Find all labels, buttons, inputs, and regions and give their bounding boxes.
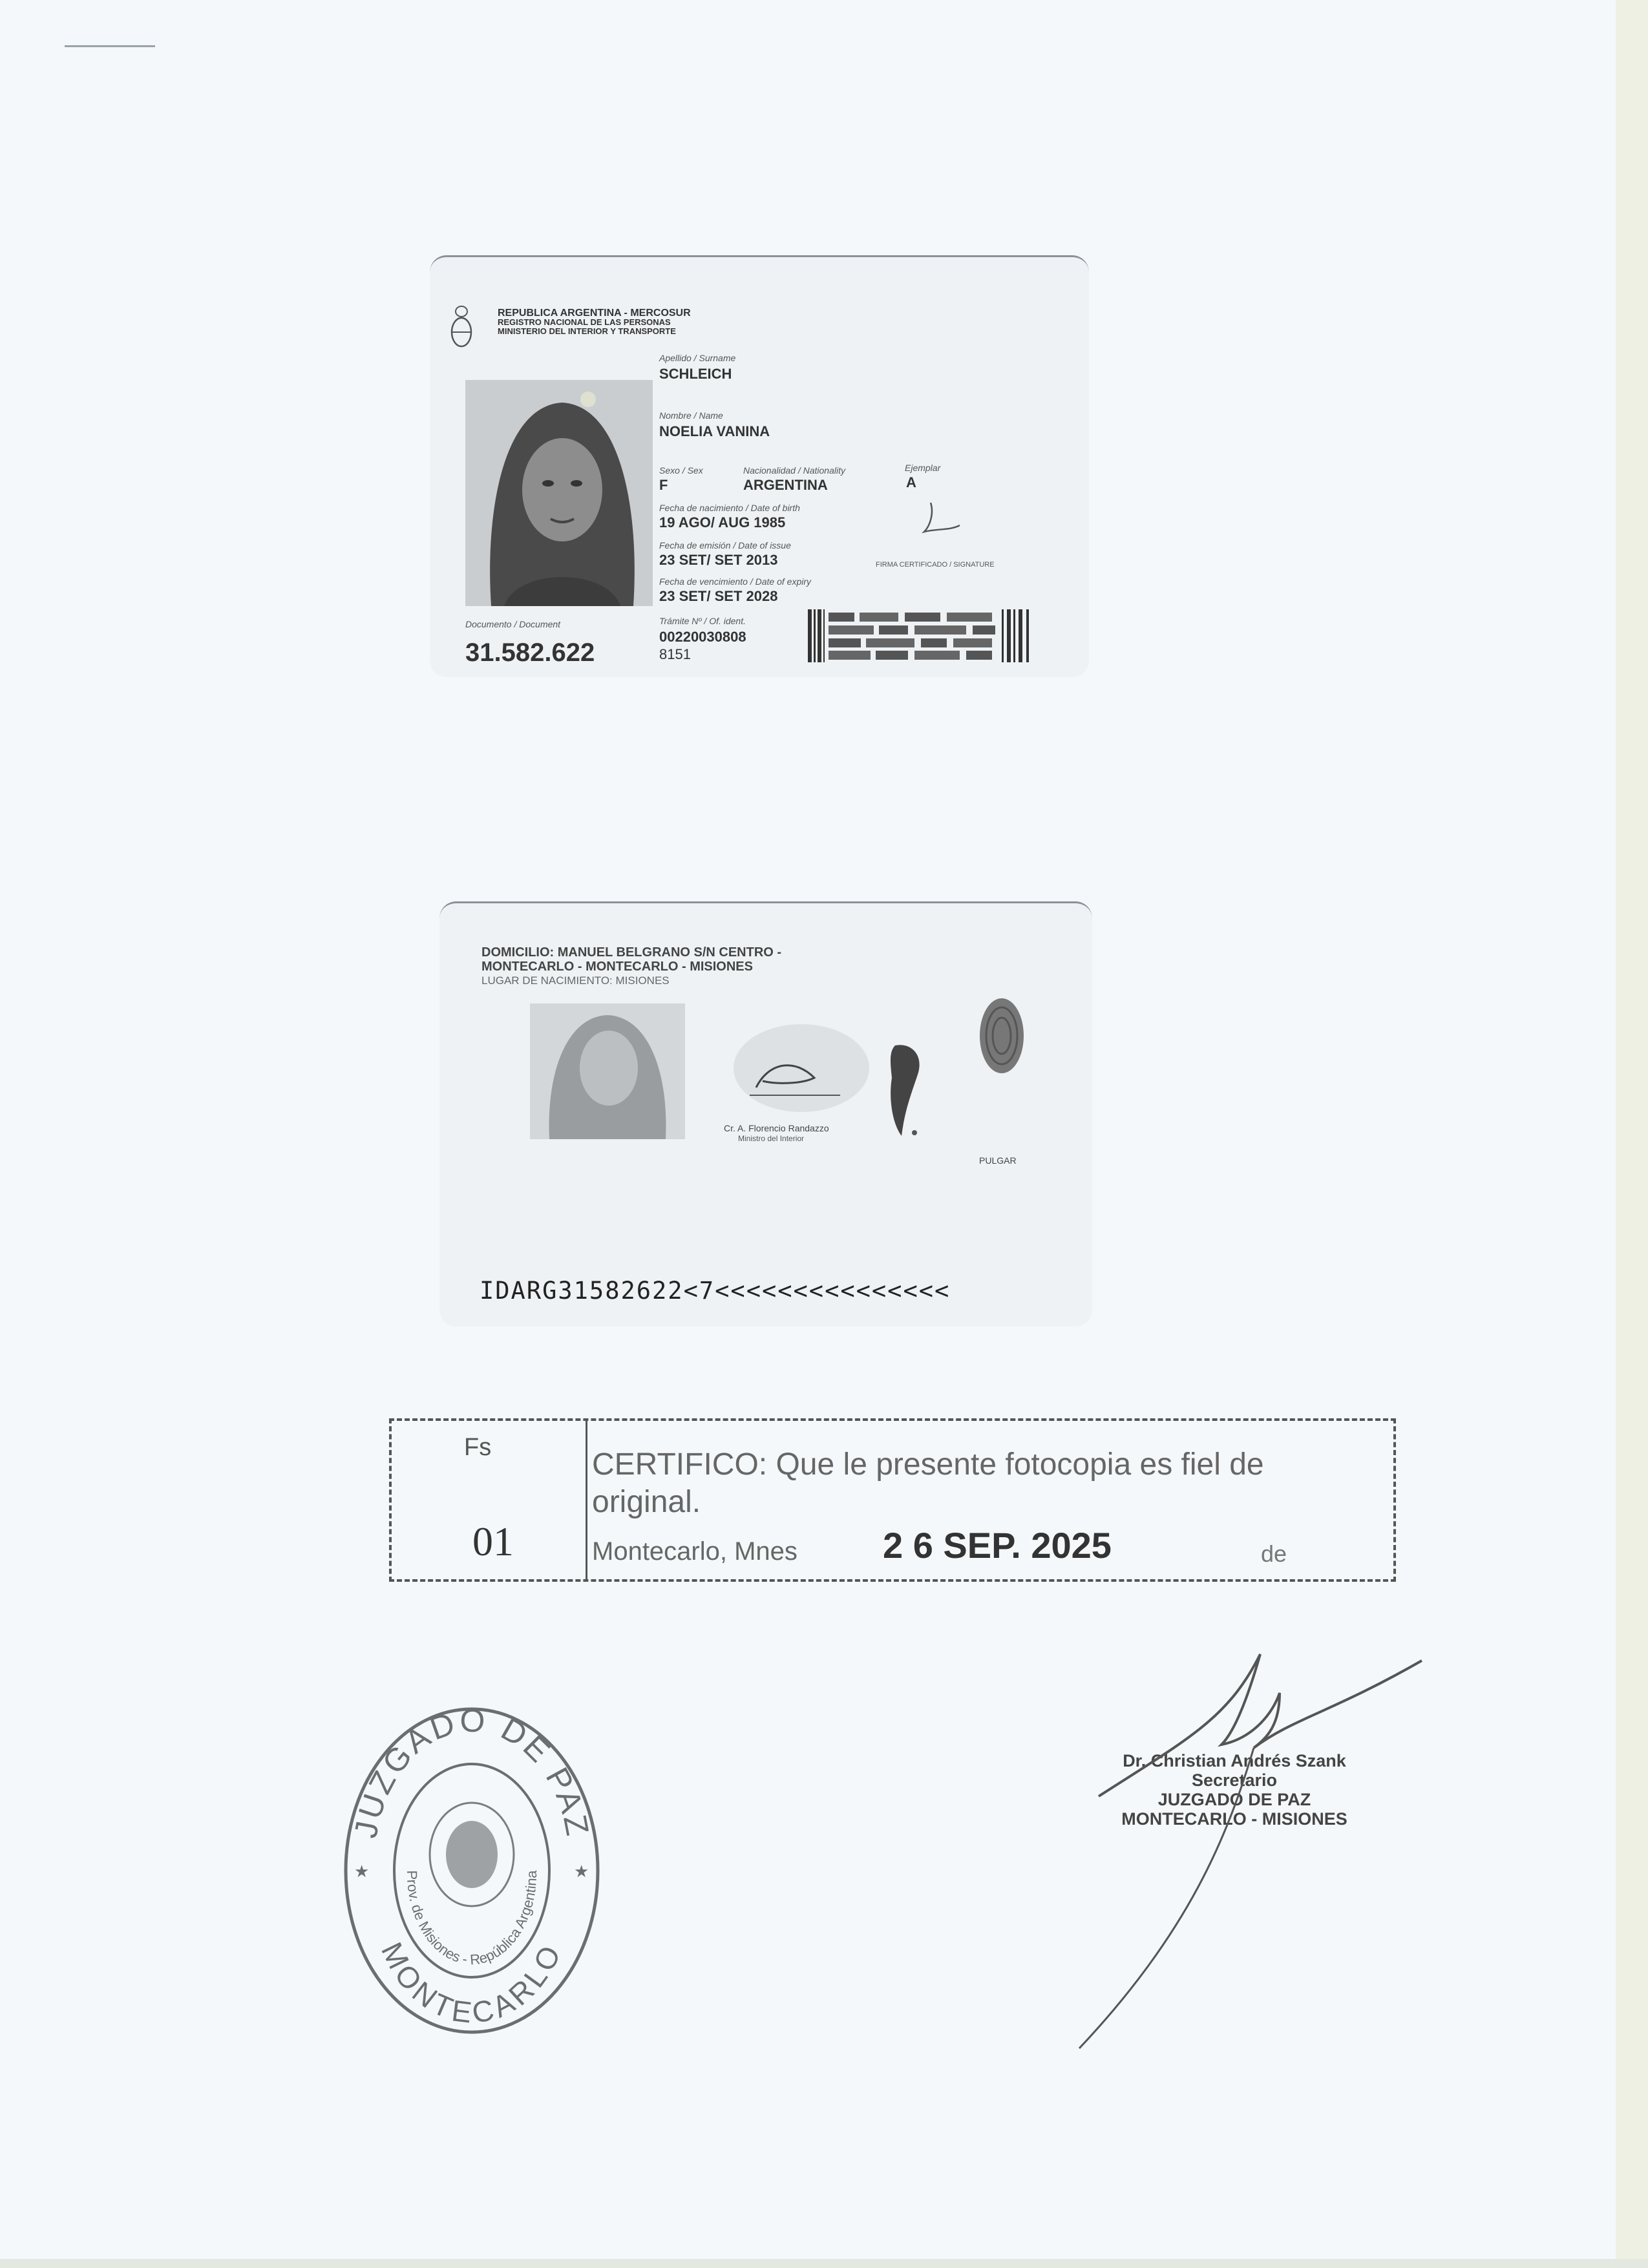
seal-inner-text: Prov. de Misiones - República Argentina bbox=[403, 1870, 540, 1968]
address-block bbox=[481, 945, 781, 988]
folio-number: 01 bbox=[472, 1518, 514, 1564]
certification-place: Montecarlo, Mnes bbox=[592, 1537, 798, 1566]
surname-label: Apellido / Surname bbox=[659, 353, 736, 363]
minister-signature bbox=[711, 1023, 879, 1129]
copy-value: A bbox=[906, 474, 916, 490]
expiry-date: 23 SET/ SET 2028 bbox=[659, 588, 778, 604]
secretary-name: Dr. Christian Andrés Szank bbox=[1123, 1751, 1346, 1770]
header-line: REGISTRO NACIONAL DE LAS PERSONAS bbox=[498, 317, 671, 327]
pdf417-barcode bbox=[808, 609, 1034, 662]
certification-text: CERTIFICO: Que le presente fotocopia es fiel de bbox=[592, 1447, 1264, 1482]
minister-title: Ministro del Interior bbox=[738, 1134, 805, 1143]
birth-date: 19 AGO/ AUG 1985 bbox=[659, 514, 786, 530]
holder-photo bbox=[465, 380, 653, 606]
secretary-court: JUZGADO DE PAZ bbox=[1157, 1790, 1311, 1809]
court-seal bbox=[336, 1699, 607, 2042]
id-card-front bbox=[430, 255, 1089, 677]
page-edge bbox=[1616, 0, 1648, 2268]
coat-of-arms-icon bbox=[449, 304, 474, 350]
id-card-back bbox=[439, 901, 1092, 1327]
seal-bottom-text: MONTECARLO bbox=[374, 1937, 569, 2030]
secretary-title: Secretario bbox=[1191, 1770, 1278, 1790]
certification-text: original. bbox=[592, 1485, 701, 1519]
address-line: MONTECARLO - MONTECARLO - MISIONES bbox=[481, 960, 753, 974]
name-label: Nombre / Name bbox=[659, 410, 723, 421]
nationality-value: ARGENTINA bbox=[743, 477, 828, 493]
birthplace-line: LUGAR DE NACIMIENTO: MISIONES bbox=[481, 974, 670, 987]
issue-date: 23 SET/ SET 2013 bbox=[659, 552, 778, 568]
issue-label: Fecha de emisión / Date of issue bbox=[659, 540, 791, 551]
header-line: REPUBLICA ARGENTINA - MERCOSUR bbox=[498, 308, 691, 319]
machine-readable-zone bbox=[480, 1207, 950, 1327]
date-stamp: 2 6 SEP. 2025 bbox=[883, 1525, 1112, 1566]
argentina-map-icon bbox=[879, 1039, 944, 1142]
secretary-signature bbox=[1060, 1641, 1435, 2055]
tramite-number: 00220030808 bbox=[659, 629, 746, 645]
surname-value: SCHLEICH bbox=[659, 366, 732, 382]
nationality-label: Nacionalidad / Nationality bbox=[743, 465, 845, 476]
svg-text:MONTECARLO bbox=[375, 1937, 569, 2030]
document-label: Documento / Document bbox=[465, 619, 561, 629]
thumb-label: PULGAR bbox=[979, 1155, 1017, 1166]
svg-text:★: ★ bbox=[574, 1862, 589, 1881]
document-number: 31.582.622 bbox=[465, 638, 595, 667]
secretary-place: MONTECARLO - MISIONES bbox=[1121, 1809, 1347, 1829]
name-value: NOELIA VANINA bbox=[659, 423, 770, 439]
de-label: de bbox=[1261, 1540, 1287, 1567]
minister-name: Cr. A. Florencio Randazzo bbox=[724, 1123, 829, 1133]
address-line: DOMICILIO: MANUEL BELGRANO S/N CENTRO - bbox=[481, 945, 782, 960]
stamp-divider bbox=[586, 1421, 587, 1579]
birth-label: Fecha de nacimiento / Date of birth bbox=[659, 503, 800, 513]
corner-mark bbox=[65, 45, 155, 47]
signature-label: FIRMA CERTIFICADO / SIGNATURE bbox=[876, 561, 995, 569]
expiry-label: Fecha de vencimiento / Date of expiry bbox=[659, 576, 812, 587]
thumbprint bbox=[976, 994, 1028, 1078]
card-header bbox=[498, 309, 691, 336]
seal-top-text: JUZGADO DE PAZ bbox=[347, 1702, 597, 1841]
sex-label: Sexo / Sex bbox=[659, 465, 703, 476]
mrz-line: IDARG31582622<7<<<<<<<<<<<<<<< bbox=[480, 1277, 951, 1305]
tramite-code: 8151 bbox=[659, 646, 691, 662]
holder-signature bbox=[911, 499, 963, 538]
svg-text:★: ★ bbox=[354, 1862, 370, 1881]
tramite-label: Trámite Nº / Of. ident. bbox=[659, 616, 746, 626]
header-line: MINISTERIO DEL INTERIOR Y TRANSPORTE bbox=[498, 326, 676, 336]
svg-text:JUZGADO DE PAZ bbox=[347, 1703, 596, 1841]
folio-label: Fs bbox=[464, 1434, 492, 1461]
sex-value: F bbox=[659, 477, 668, 493]
page-edge-bottom bbox=[0, 2259, 1648, 2268]
copy-label: Ejemplar bbox=[905, 463, 941, 473]
ghost-photo bbox=[530, 1003, 685, 1139]
certification-stamp bbox=[389, 1418, 1396, 1582]
